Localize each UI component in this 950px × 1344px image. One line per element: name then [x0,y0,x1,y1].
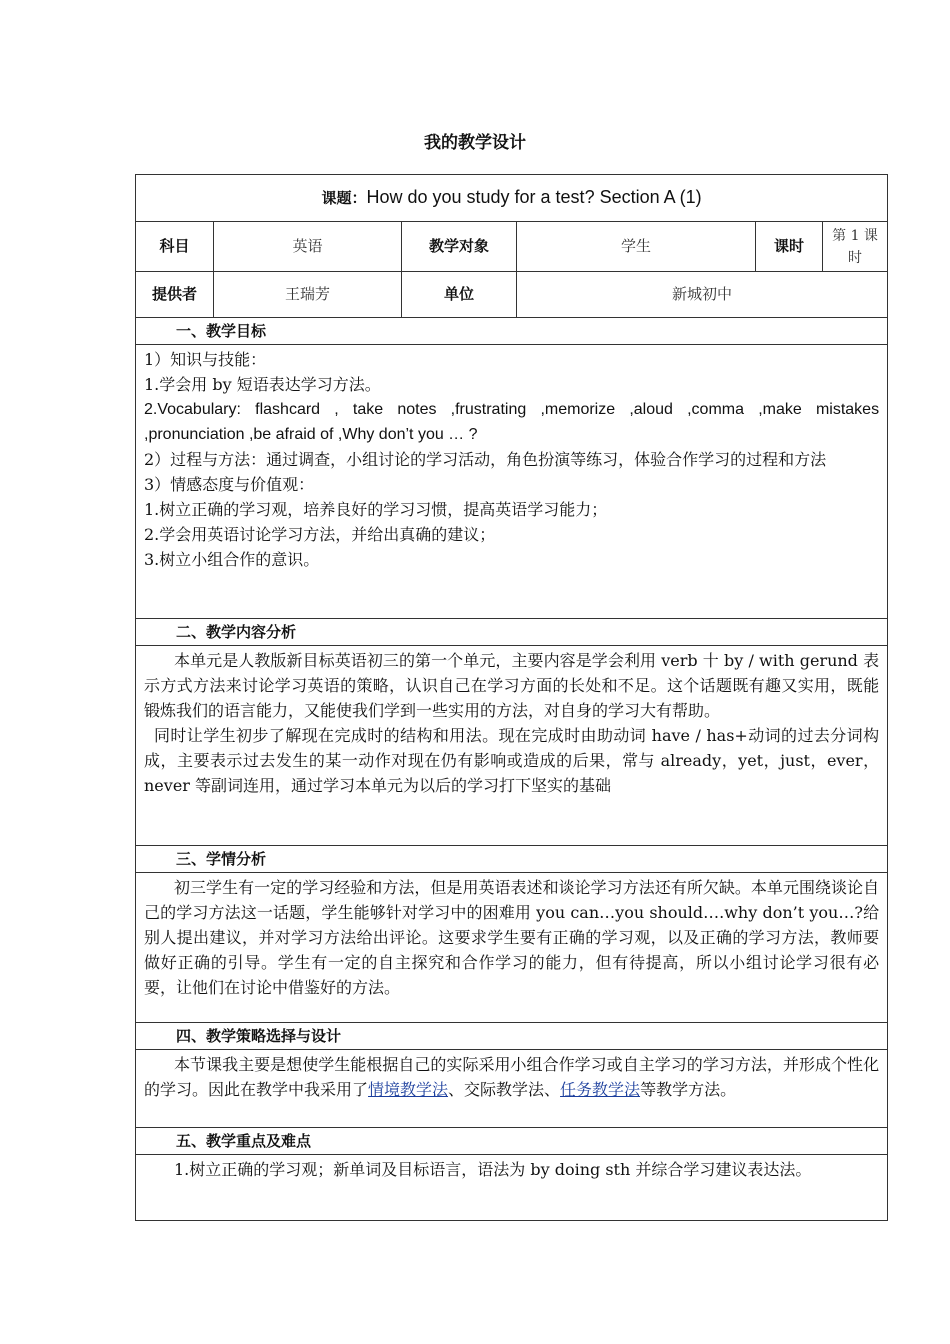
lesson-row [136,175,888,222]
goals-line: 2.学会用英语讨论学习方法，并给出真确的建议； [144,525,496,544]
period-label: 课时 [756,222,823,272]
goals-line: 1）知识与技能： [144,350,267,369]
content-paragraph: 同时让学生初步了解现在完成时的结构和用法。现在完成时由助动词 have / has+动词的过去分词构成，主要表示过去发生的某一动作对现在仍有影响或造成的后果，常与 already，yet，just，ever，never 等副词连用，通过学习本单元为以后的学习打下坚实的基础 [144,726,880,795]
provider-value: 王瑞芳 [214,272,402,318]
goals-line: 2.Vocabulary: flashcard , take notes ,frustrating ,memorize ,aloud ,comma ,make mistakes ,pronunciation ,be afraid of ,Why don’t you … ? [144,401,880,443]
target-value: 学生 [517,222,756,272]
goals-line: 3）情感态度与价值观： [144,475,315,494]
lesson-cell [136,175,888,222]
strategy-text: 本节课我主要是想使学生能根据自己的实际采用小组合作学习或自主学习的学习方法，并形成个性化的学习。因此在教学中我采用了 [144,1055,880,1099]
content-analysis-row [136,646,888,846]
lesson-value: How do you study for a test? Section A (1) [366,187,702,207]
keypoints-row [136,1155,888,1221]
goals-line: 1.学会用 by 短语表达学习方法。 [144,375,381,394]
strategy-content [136,1050,888,1128]
students-analysis-row [136,873,888,1023]
unit-label: 单位 [402,272,517,318]
document-title: 我的教学设计 [424,133,526,153]
content-paragraph: 本单元是人教版新目标英语初三的第一个单元，主要内容是学会利用 verb 十 by / with gerund 表示方式方法来讨论学习英语的策略，认识自己在学习方面的长处和不足。这个话题既有趣又实用，既能锻炼我们的语言能力，又能使我们学到一些实用的方法，对自身的学习大有帮助。 [144,651,880,720]
content-heading-row [136,619,888,646]
students-heading-row [136,846,888,873]
lesson-design-table [135,174,888,1221]
target-label: 教学对象 [402,222,517,272]
strategy-paragraph [144,1052,879,1102]
strategy-row [136,1050,888,1128]
goals-heading: 一、教学目标 [136,318,888,345]
strategy-heading: 四、教学策略选择与设计 [136,1023,888,1050]
keypoints-heading-row [136,1128,888,1155]
students-paragraph: 初三学生有一定的学习经验和方法，但是用英语表述和谈论学习方法还有所欠缺。本单元围绕谈论自己的学习方法这一话题，学生能够针对学习中的困难用 you can…you should….why don’t you…?给别人提出建议，并对学习方法给出评论。这要求学生要有正确的学习观，以及正确的学习方法，教师要做好正确的引导。学生有一定的自主探究和合作学习的能力，但有待提高，所以小组讨论学习很有必要，让他们在讨论中借鉴好的方法。 [144,878,880,997]
goals-line: 1.树立正确的学习观，培养良好的学习习惯，提高英语学习能力； [144,500,608,519]
strategy-heading-row [136,1023,888,1050]
lesson-label: 课题： [321,189,367,207]
unit-value: 新城初中 [517,272,888,318]
info-row-2 [136,272,888,318]
keypoints-content [136,1155,888,1221]
goals-line: 3.树立小组合作的意识。 [144,550,320,569]
subject-value: 英语 [214,222,402,272]
goals-line: 2）过程与方法：通过调查，小组讨论的学习活动，角色扮演等练习，体验合作学习的过程和方法 [144,450,827,469]
keypoints-paragraph: 1.树立正确的学习观；新单词及目标语言，语法为 by doing sth 并综合学习建议表达法。 [174,1160,812,1179]
students-analysis [136,873,888,1023]
content-analysis [136,646,888,846]
goals-content [136,345,888,619]
keypoints-heading: 五、教学重点及难点 [136,1128,888,1155]
info-row-1 [136,222,888,272]
goals-heading-row [136,318,888,345]
strategy-text: 、交际教学法、 [448,1080,561,1099]
goals-content-row [136,345,888,619]
strategy-text: 等教学方法。 [640,1080,737,1099]
task-method-link[interactable]: 任务教学法 [560,1080,641,1099]
content-heading: 二、教学内容分析 [136,619,888,646]
students-heading: 三、学情分析 [136,846,888,873]
subject-label: 科目 [136,222,214,272]
provider-label: 提供者 [136,272,214,318]
situational-method-link[interactable]: 情境教学法 [368,1080,449,1099]
period-value: 第 1 课时 [823,222,888,272]
